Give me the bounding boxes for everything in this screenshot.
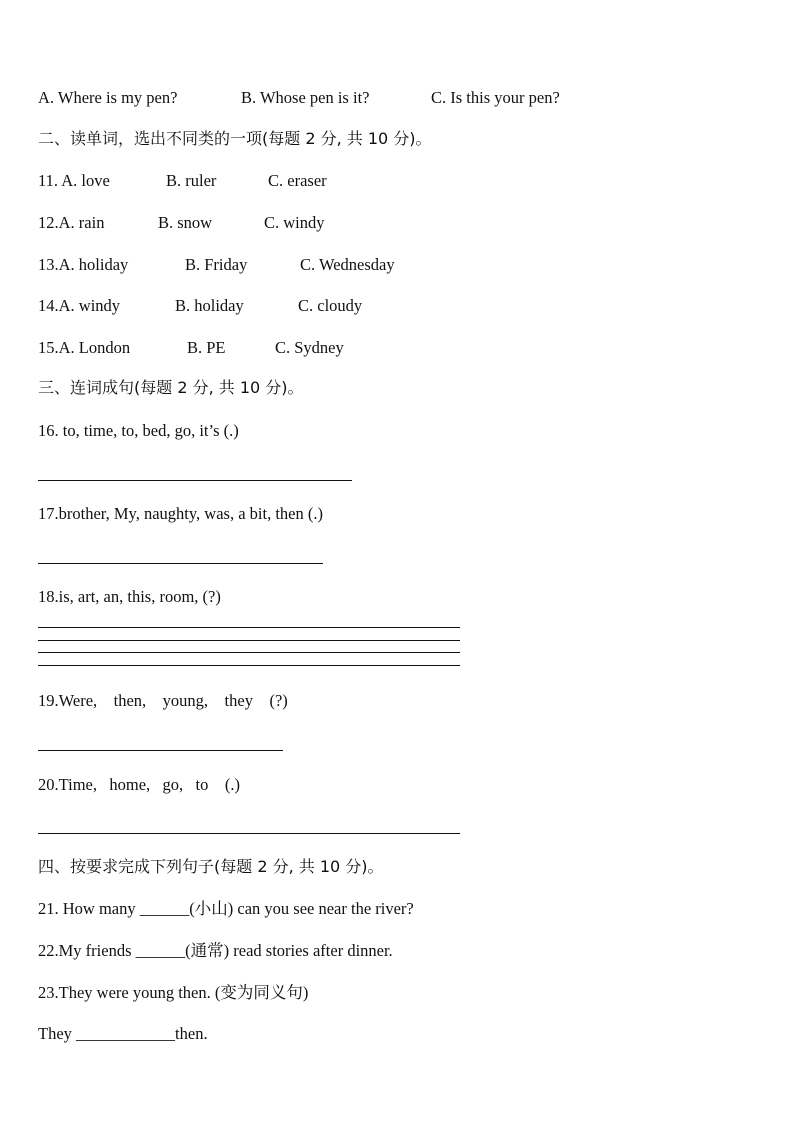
answer-line-18d[interactable] [38,665,460,666]
question-21 [38,899,414,919]
answer-line-16[interactable] [38,480,352,481]
question-14-option-b: B. holiday [175,296,244,315]
question-13 [38,255,128,275]
option-a: A. love [61,171,110,190]
answer-line-18b[interactable] [38,640,460,641]
section-4-heading: 四、按要求完成下列句子(每题 2 分, 共 10 分)。 [38,857,384,876]
blank[interactable]: ______ [135,941,186,960]
q10-option-a: A. Where is my pen? [38,88,178,107]
hint: (变为同义句) [214,983,309,1002]
option-a: A. holiday [58,255,129,274]
question-number: 15. [38,338,59,357]
option-a: A. London [58,338,131,357]
question-12-option-b: B. snow [158,213,213,232]
answer-line-18a[interactable] [38,627,460,628]
option-a: A. windy [58,296,121,315]
hint: (小山) [189,899,234,918]
question-number: 13. [38,255,59,274]
answer-line-18c[interactable] [38,652,460,653]
sentence-end: can you see near the river? [233,899,414,918]
answer-line-19[interactable] [38,750,283,751]
question-18 [38,587,221,607]
question-text: Were, then, young, they (?) [58,691,288,710]
question-text: Time, home, go, to (.) [58,775,240,794]
question-text: brother, My, naughty, was, a bit, then (.) [58,504,323,523]
question-text: to, time, to, bed, go, it’s (.) [62,421,239,440]
option-a: A. rain [58,213,105,232]
question-11-option-b: B. ruler [166,171,217,190]
question-23 [38,983,308,1003]
question-15-option-b: B. PE [187,338,226,357]
question-number: 20. [38,775,59,794]
hint: (通常) [185,941,230,960]
question-12 [38,213,104,233]
question-13-option-c: C. Wednesday [300,255,395,274]
question-12-option-c: C. windy [264,213,325,232]
question-15-option-c: C. Sydney [275,338,344,357]
sentence-end: read stories after dinner. [229,941,393,960]
question-number: 18. [38,587,59,606]
question-19 [38,691,288,711]
question-16 [38,421,239,441]
answer-line-20[interactable] [38,833,460,834]
question-22 [38,941,393,961]
question-14 [38,296,120,316]
question-number: 14. [38,296,59,315]
q10-option-b: B. Whose pen is it? [241,88,370,107]
question-number: 17. [38,504,59,523]
question-number: 22. [38,941,59,960]
question-number: 23. [38,983,59,1002]
question-14-option-c: C. cloudy [298,296,363,315]
sentence-start: How many [62,899,140,918]
question-20 [38,775,240,795]
question-number: 11. [38,171,62,190]
question-11-option-c: C. eraser [268,171,327,190]
sentence-start: My friends [58,941,136,960]
question-number: 16. [38,421,63,440]
question-number: 21. [38,899,63,918]
section-2-heading: 二、读单词，选出不同类的一项(每题 2 分, 共 10 分)。 [38,129,432,148]
blank[interactable]: ____________ [76,1024,176,1043]
question-11 [38,171,110,191]
answer-line-17[interactable] [38,563,323,564]
sentence-start: They [38,1024,77,1043]
question-17 [38,504,323,524]
question-13-option-b: B. Friday [185,255,248,274]
question-23-answer [38,1024,208,1044]
question-number: 19. [38,691,59,710]
question-15 [38,338,130,358]
q10-option-c: C. Is this your pen? [431,88,560,107]
sentence-end: then. [175,1024,208,1043]
sentence-start: They were young then. [58,983,215,1002]
question-text: is, art, an, this, room, (?) [58,587,221,606]
section-3-heading: 三、连词成句(每题 2 分, 共 10 分)。 [38,378,304,397]
question-number: 12. [38,213,59,232]
blank[interactable]: ______ [139,899,190,918]
